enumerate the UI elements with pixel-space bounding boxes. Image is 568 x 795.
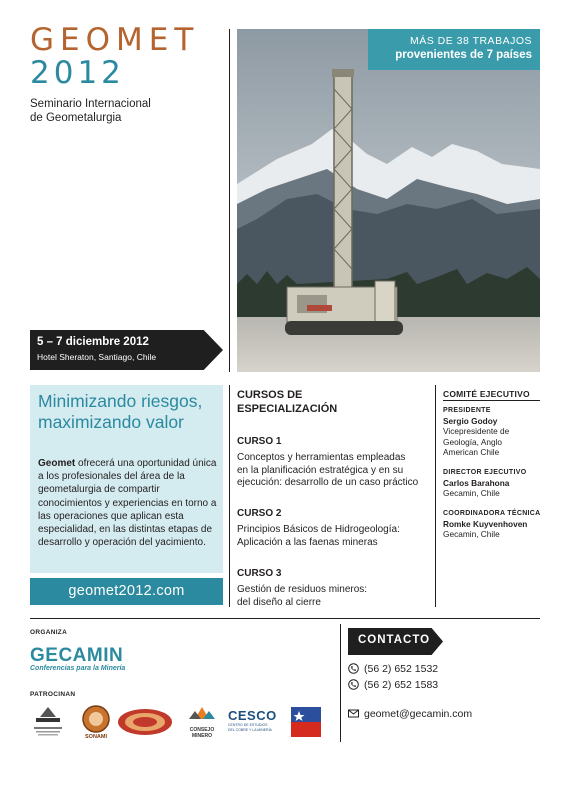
courses-title-line1: CURSOS DE (237, 389, 303, 401)
committee-member-president (443, 407, 543, 458)
member-role: COORDINADORA TÉCNICA (443, 510, 541, 517)
organizer-label: ORGANIZA (30, 629, 68, 636)
email-address: geomet@gecamin.com (364, 708, 473, 720)
phone-line-2[interactable] (348, 679, 438, 691)
event-title-line1: Seminario Internacional (30, 98, 151, 110)
gecamin-logo: GECAMIN (30, 645, 124, 666)
course-heading: CURSO 3 (237, 568, 282, 579)
tagline (38, 391, 218, 433)
contact-arrow (348, 628, 443, 655)
member-role: DIRECTOR EJECUTIVO (443, 469, 527, 476)
member-role: PRESIDENTE (443, 407, 491, 414)
committee-title: COMITÉ EJECUTIVO (443, 389, 530, 399)
course-desc-line: Principios Básicos de Hidrogeología: (237, 524, 400, 535)
course-desc-line: Aplicación a las faenas mineras (237, 536, 378, 548)
consejo-minero-text: CONSEJO MINERO (189, 727, 215, 739)
divider-top (229, 29, 230, 372)
member-org: Gecamin, Chile (443, 529, 500, 539)
banner-line2: provenientes de 7 países (395, 49, 532, 61)
event-dates: 5 – 7 diciembre 2012 (37, 336, 149, 348)
contact-label: CONTACTO (358, 634, 431, 646)
phone-number-1: (56 2) 652 1532 (364, 663, 439, 675)
intro-panel (30, 385, 223, 573)
course-desc-line: en la planificación estratégica y en su (237, 464, 404, 476)
tagline-line1: Minimizando riesgos, (38, 391, 203, 411)
sponsors-label: PATROCINAN (30, 691, 76, 698)
logo-geomet: GEOMET (30, 22, 200, 58)
course-description (237, 584, 432, 609)
sonami-text: SONAMI (85, 734, 107, 740)
committee-member-director (443, 469, 543, 499)
envelope-icon (348, 708, 359, 719)
member-org: Geología, Anglo (443, 436, 503, 447)
phone-number-2: (56 2) 652 1583 (364, 679, 439, 691)
member-name: Carlos Barahona (443, 478, 510, 488)
course-description (237, 524, 432, 549)
brand-name: Geomet (38, 458, 76, 469)
phone-icon (348, 679, 359, 690)
divider-courses-right (435, 385, 436, 607)
gecamin-subtitle: Conferencias para la Minería (30, 665, 126, 672)
sponsor-consejo-minero-logo (187, 706, 217, 738)
sponsor-cesco-logo (228, 708, 277, 738)
logo-year: 2012 (30, 55, 125, 91)
description-text: ofrecerá una oportunidad única a los profesionales del área de la geometalurgia de compartir conocimientos y experiencias en torno a las operaciones que aplican esta especialidad, en las distintas etapas de desarrollo y operación del yacimiento. (38, 458, 217, 549)
committee-underline (443, 400, 540, 401)
courses-title-line2: ESPECIALIZACIÓN (237, 402, 338, 415)
course-1 (237, 436, 432, 490)
course-desc-line: del diseño al cierre (237, 596, 321, 608)
course-heading: CURSO 2 (237, 508, 282, 519)
divider-courses-left (229, 385, 230, 607)
member-org: American Chile (443, 447, 500, 457)
date-arrow (30, 330, 223, 370)
email-line[interactable] (348, 708, 472, 720)
member-name: Romke Kuyvenhoven (443, 519, 528, 529)
event-title-line2: de Geometalurgia (30, 112, 122, 124)
phone-icon (348, 663, 359, 674)
course-3 (237, 568, 432, 609)
tagline-line2: maximizando valor (38, 412, 184, 432)
phone-line-1[interactable] (348, 663, 438, 675)
website-link[interactable]: geomet2012.com (30, 578, 223, 605)
papers-banner (368, 29, 540, 70)
event-title (30, 97, 220, 125)
divider-bottom (30, 618, 540, 619)
banner-line1: MÁS DE 38 TRABAJOS (409, 35, 532, 47)
member-org: Vicepresidente de (443, 426, 510, 436)
sponsor-sonami-logo (80, 704, 112, 742)
course-desc-line: Gestión de residuos mineros: (237, 584, 368, 595)
course-description (237, 452, 432, 490)
intro-description (38, 457, 220, 549)
event-venue: Hotel Sheraton, Santiago, Chile (37, 352, 157, 362)
committee-member-coordinator (443, 510, 543, 540)
course-desc-line: Conceptos y herramientas empleadas (237, 452, 406, 463)
sponsor-geologica-logo (117, 708, 173, 736)
sponsor-iimch-logo (30, 705, 66, 741)
drill-rig-photo (237, 29, 540, 372)
course-heading: CURSO 1 (237, 436, 282, 447)
member-org: Gecamin, Chile (443, 488, 500, 498)
courses-title (237, 389, 427, 416)
sponsor-gobierno-chile-logo (291, 707, 321, 737)
course-2 (237, 508, 432, 549)
course-desc-line: ejecución: desarrollo de un caso práctico (237, 477, 419, 488)
member-name: Sergio Godoy (443, 416, 498, 426)
cesco-subtext: CENTRO DE ESTUDIOS DEL COBRE Y LA MINERÍA (228, 723, 272, 732)
divider-contact (340, 624, 341, 742)
cesco-text: CESCO (228, 708, 277, 723)
